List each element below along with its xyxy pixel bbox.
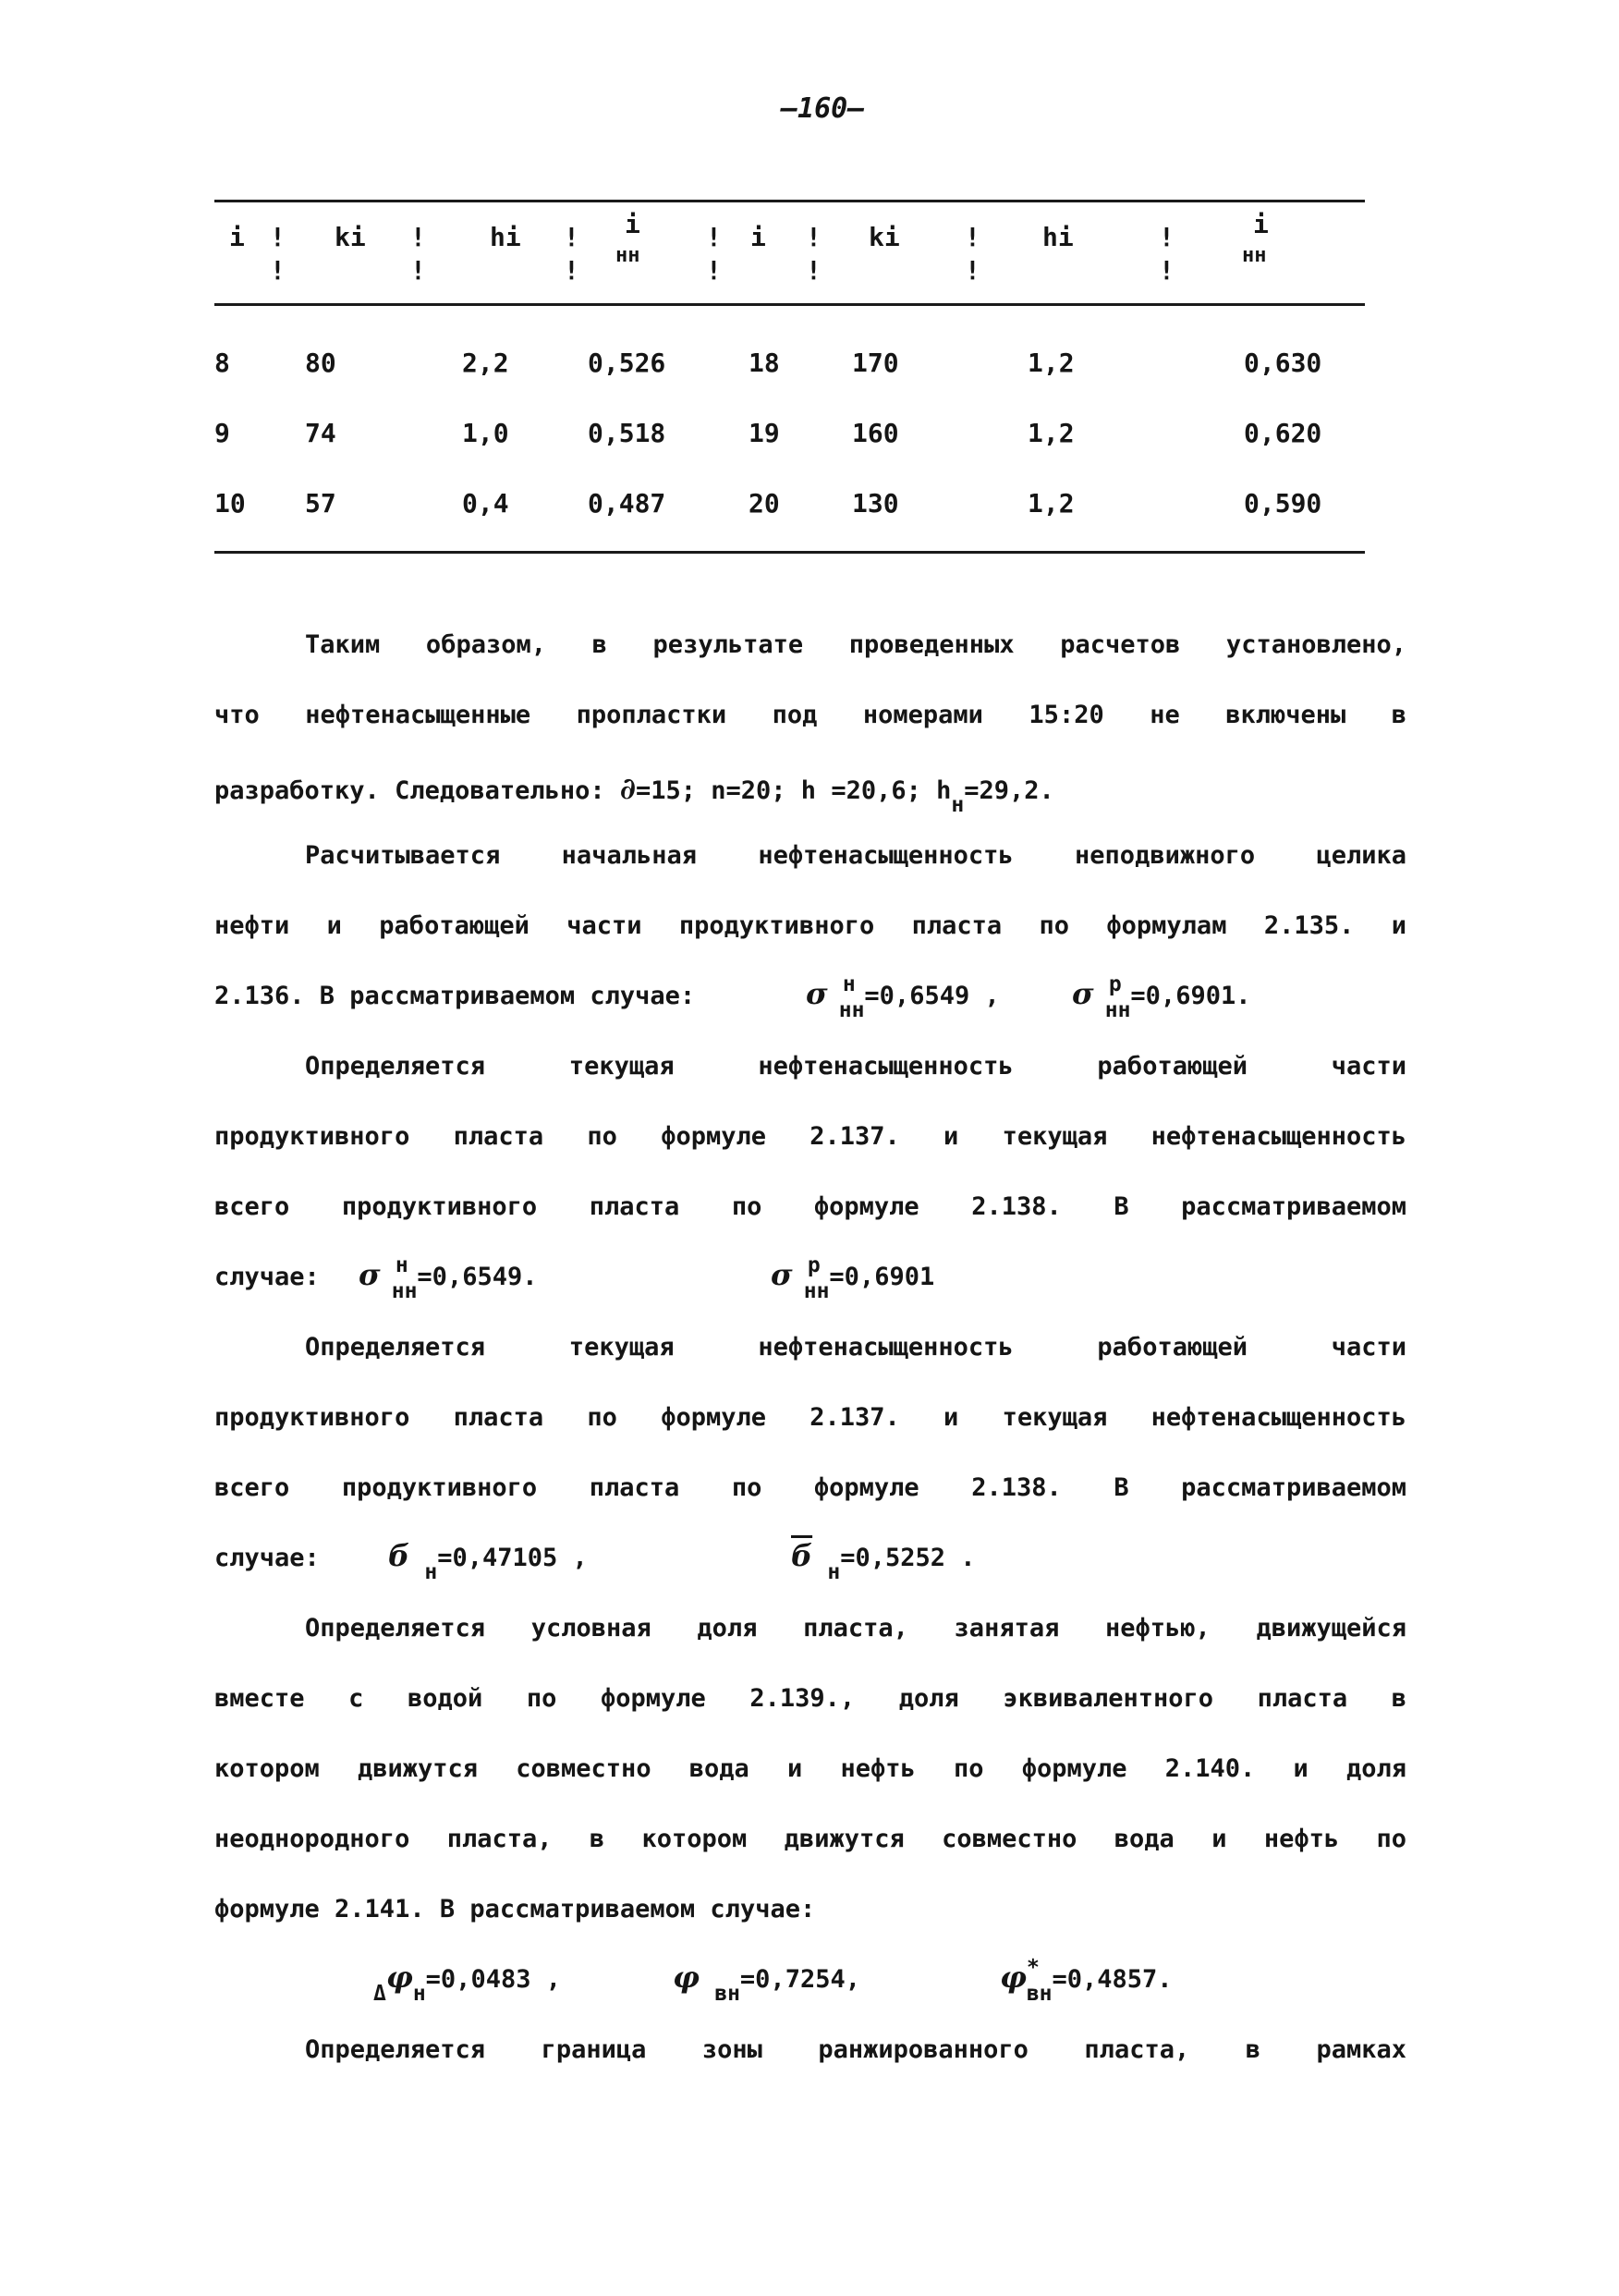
header-separator: ! — [965, 222, 980, 252]
sigma-symbol: σ — [359, 1257, 381, 1292]
header-separator: ! — [965, 255, 980, 286]
text-line: продуктивного пласта по формуле 2.137. и текущая нефтенасыщенность — [214, 1122, 1406, 1151]
cell: 170 — [852, 348, 899, 378]
text-line: нефти и работающей части продуктивного пласта по формулам 2.135. и — [214, 911, 1406, 940]
superscript: * — [1026, 1956, 1040, 1980]
formula-value: =0,6549 , — [864, 982, 1000, 1010]
header-hi2: hi — [1042, 222, 1074, 252]
superscript: р — [1108, 972, 1122, 996]
text-line: Определяется текущая нефтенасыщенность работающей части — [305, 1333, 1406, 1362]
header-inn2-sub: нн — [1242, 244, 1267, 267]
cell: 8 — [214, 348, 230, 378]
cell: 1,0 — [462, 418, 509, 448]
text-line: формуле 2.141. В рассматриваемом случае: — [214, 1895, 816, 1924]
subscript: н — [827, 1560, 841, 1584]
text-line: всего продуктивного пласта по формуле 2.138. В рассматриваемом — [214, 1192, 1406, 1221]
cell: 1,2 — [1028, 348, 1075, 378]
delta-symbol: Δ — [373, 1982, 386, 2006]
cell: 0,620 — [1244, 418, 1322, 448]
cell: 0,526 — [588, 348, 666, 378]
math-symbol: ∂ — [619, 771, 636, 806]
text-line: случае: — [214, 1263, 320, 1291]
formula-value: =0,7254, — [739, 1965, 860, 1994]
formula-value: =0,6901. — [1130, 982, 1251, 1010]
header-separator: ! — [1159, 222, 1175, 252]
header-separator: ! — [1159, 255, 1175, 286]
header-separator: ! — [706, 222, 722, 252]
superscript: р — [807, 1253, 821, 1277]
table-header-rule — [214, 303, 1365, 306]
subscript: нн — [391, 1279, 418, 1303]
header-ki2: ki — [869, 222, 900, 252]
formula-value: =0,47105 , — [437, 1544, 588, 1572]
text-line: котором движутся совместно вода и нефть по формуле 2.140. и доля — [214, 1754, 1406, 1783]
text: =15; n=20; h =20,6; h — [636, 776, 952, 805]
subscript: нн — [1104, 998, 1131, 1022]
cell: 130 — [852, 488, 899, 519]
math-symbol: б — [791, 1538, 813, 1573]
cell: 0,590 — [1244, 488, 1322, 519]
subscript: н — [951, 793, 965, 817]
text-line: Определяется условная доля пласта, занятая нефтью, движущейся — [305, 1614, 1406, 1643]
cell: 0,630 — [1244, 348, 1322, 378]
text-line: что нефтенасыщенные пропластки под номерами 15:20 не включены в — [214, 701, 1406, 729]
phi-symbol: φ — [385, 1960, 413, 1995]
header-i: i — [229, 222, 245, 252]
header-inn: i — [625, 209, 640, 239]
formula-value: =0,5252 . — [840, 1544, 976, 1572]
page-number: —160— — [781, 92, 865, 125]
cell: 20 — [749, 488, 780, 519]
subscript: нн — [838, 998, 865, 1022]
text-line: 2.136. В рассматриваемом случае: — [214, 982, 696, 1010]
formula-sigma-p — [771, 1253, 935, 1303]
subscript: вн — [714, 1982, 740, 2006]
cell: 0,518 — [588, 418, 666, 448]
header-separator: ! — [410, 255, 426, 286]
phi-symbol: φ — [673, 1960, 700, 1995]
subscript: н — [424, 1560, 438, 1584]
cell: 1,2 — [1028, 418, 1075, 448]
text-line: случае: — [214, 1544, 320, 1572]
subscript: вн — [1026, 1982, 1053, 2006]
formula-sigma-n — [359, 1253, 538, 1303]
cell: 57 — [305, 488, 336, 519]
formula-phi-n — [373, 1960, 561, 2006]
sigma-symbol: σ — [806, 976, 828, 1011]
header-inn2: i — [1253, 209, 1269, 239]
superscript: н — [395, 1253, 408, 1277]
formula-value: =0,4857. — [1052, 1965, 1173, 1994]
header-separator: ! — [564, 222, 579, 252]
cell: 1,2 — [1028, 488, 1075, 519]
cell: 10 — [214, 488, 246, 519]
formula-sigma-p — [1072, 972, 1251, 1022]
header-separator: ! — [564, 255, 579, 286]
header-separator: ! — [706, 255, 722, 286]
header-ki: ki — [335, 222, 366, 252]
formula-phi-star-vn — [1000, 1956, 1173, 2006]
header-separator: ! — [270, 222, 286, 252]
text-line: Расчитывается начальная нефтенасыщенность неподвижного целика — [305, 841, 1406, 870]
cell: 74 — [305, 418, 336, 448]
formula-value: =0,6549. — [417, 1263, 538, 1291]
text-line: вместе с водой по формуле 2.139., доля эквивалентного пласта в — [214, 1684, 1406, 1713]
text: =29,2. — [964, 776, 1054, 805]
formula-phi-vn — [673, 1960, 860, 2006]
formula-value: =0,6901 — [829, 1263, 935, 1291]
text: разработку. Следовательно: — [214, 776, 620, 805]
formula-b-bar-n — [791, 1538, 976, 1584]
header-separator: ! — [270, 255, 286, 286]
cell: 19 — [749, 418, 780, 448]
text-line — [214, 771, 1054, 817]
text-line: всего продуктивного пласта по формуле 2.138. В рассматриваемом — [214, 1473, 1406, 1502]
cell: 2,2 — [462, 348, 509, 378]
header-hi: hi — [490, 222, 521, 252]
table-bottom-rule — [214, 551, 1365, 554]
text-line: Таким образом, в результате проведенных расчетов установлено, — [305, 630, 1406, 659]
header-separator: ! — [806, 255, 822, 286]
cell: 160 — [852, 418, 899, 448]
cell: 18 — [749, 348, 780, 378]
superscript: н — [842, 972, 856, 996]
phi-symbol: φ — [1000, 1960, 1027, 1995]
text-line: неоднородного пласта, в котором движутся совместно вода и нефть по — [214, 1825, 1406, 1853]
text-line: продуктивного пласта по формуле 2.137. и текущая нефтенасыщенность — [214, 1403, 1406, 1432]
cell: 0,4 — [462, 488, 509, 519]
formula-value: =0,0483 , — [425, 1965, 561, 1994]
table-top-rule — [214, 200, 1365, 202]
formula-b-n — [388, 1538, 588, 1584]
text-line: Определяется граница зоны ранжированного пласта, в рамках — [305, 2035, 1406, 2064]
header-i2: i — [750, 222, 766, 252]
math-symbol: б — [388, 1538, 410, 1573]
subscript: н — [412, 1982, 426, 2006]
subscript: нн — [803, 1279, 830, 1303]
cell: 80 — [305, 348, 336, 378]
text-line: Определяется текущая нефтенасыщенность работающей части — [305, 1052, 1406, 1081]
sigma-symbol: σ — [771, 1257, 793, 1292]
sigma-symbol: σ — [1072, 976, 1094, 1011]
cell: 9 — [214, 418, 230, 448]
formula-sigma-n — [806, 972, 1000, 1022]
header-inn-sub: нн — [615, 244, 640, 267]
cell: 0,487 — [588, 488, 666, 519]
header-separator: ! — [806, 222, 822, 252]
header-separator: ! — [410, 222, 426, 252]
